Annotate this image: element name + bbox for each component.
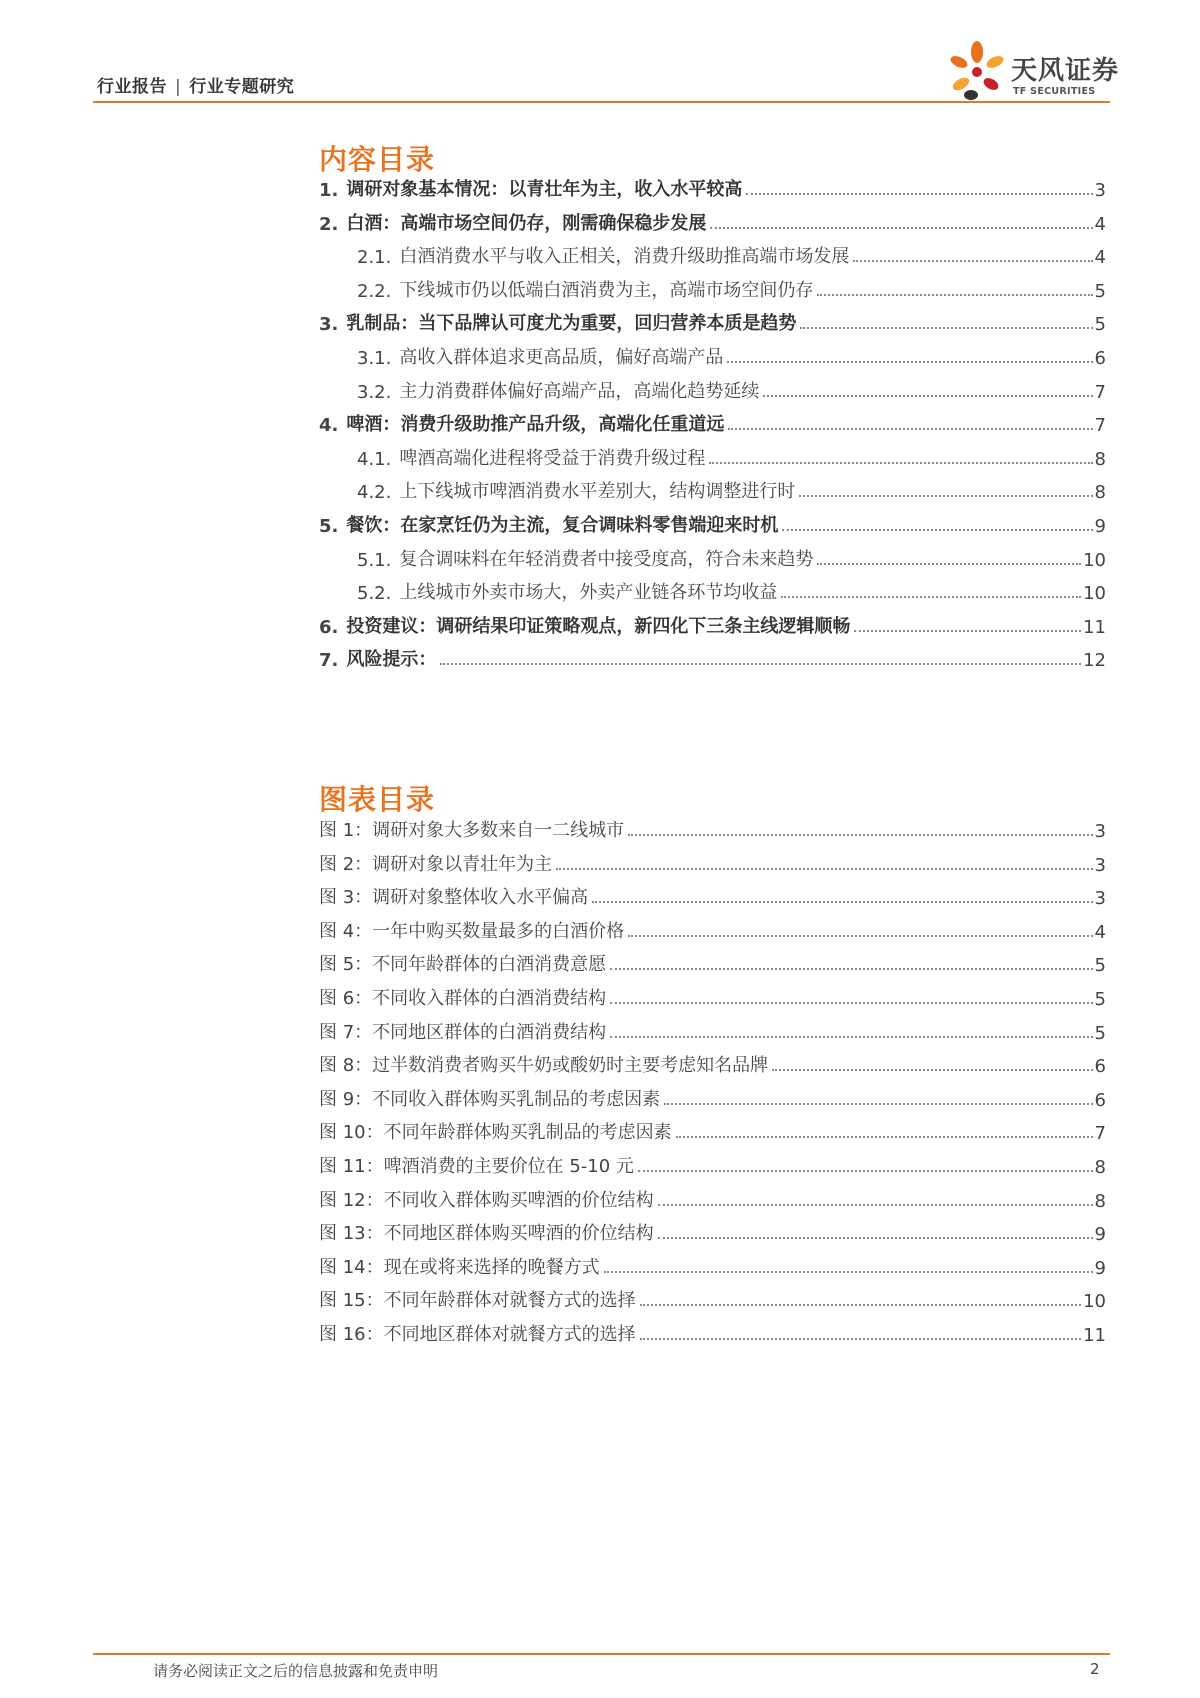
- toc-item-number: 5.: [319, 516, 339, 537]
- toc-item-page: 8: [1094, 482, 1106, 504]
- dot-leader: [664, 1103, 1092, 1105]
- report-category: [97, 72, 294, 97]
- toc-item-page: 6: [1094, 1089, 1106, 1111]
- toc-item-page: 4: [1094, 213, 1106, 235]
- toc-item-label: 餐饮：在家烹饪仍为主流，复合调味料零售端迎来时机: [346, 515, 779, 536]
- dot-leader: [782, 529, 1092, 531]
- toc-subsection-item[interactable]: [357, 444, 1106, 470]
- toc-item-page: 4: [1094, 921, 1106, 943]
- toc-item-page: 8: [1094, 1157, 1106, 1178]
- toc-item-label: 上线城市外卖市场大，外卖产业链各环节均收益: [399, 582, 778, 604]
- dot-leader: [800, 327, 1092, 329]
- toc-item-page: 4: [1094, 247, 1106, 269]
- toc-item-label: 上下线城市啤酒消费水平差别大，结构调整进行时: [399, 481, 796, 503]
- toc-item-number: 5.1.: [357, 549, 392, 571]
- dot-leader: [772, 1069, 1092, 1071]
- toc-section-item[interactable]: [319, 612, 1106, 638]
- toc-item-page: 10: [1083, 583, 1106, 605]
- figures-title: 图表目录: [319, 783, 436, 816]
- figure-list-item[interactable]: [319, 1152, 1106, 1178]
- toc-item-number: 4.: [319, 415, 339, 437]
- figure-list-item[interactable]: [319, 1286, 1106, 1312]
- toc-item-page: 5: [1094, 989, 1106, 1010]
- logo-english-name: TF SECURITIES: [1013, 86, 1096, 97]
- toc-section-item[interactable]: [319, 309, 1106, 335]
- toc-item-page: 6: [1094, 1056, 1106, 1078]
- toc-item-page: 3: [1094, 888, 1106, 910]
- toc-item-page: 10: [1083, 549, 1106, 571]
- toc-subsection-item[interactable]: [357, 242, 1106, 268]
- toc-item-number: 1.: [319, 180, 339, 201]
- toc-item-page: 6: [1094, 348, 1106, 369]
- toc-item-number: 2.1.: [357, 247, 392, 269]
- toc-item-page: 7: [1094, 381, 1106, 403]
- header-separator: |: [175, 77, 182, 97]
- logo-chinese-name: 天风证券: [1011, 56, 1120, 86]
- company-logo: [945, 40, 1120, 104]
- figure-list-item[interactable]: [319, 883, 1106, 909]
- toc-item-page: 8: [1094, 1190, 1106, 1212]
- toc-subsection-item[interactable]: [357, 477, 1106, 503]
- toc-item-label: 调研对象基本情况：以青壮年为主，收入水平较高: [346, 179, 743, 200]
- toc-item-label: 白酒：高端市场空间仍存，刚需确保稳步发展: [346, 212, 707, 234]
- toc-item-label: 图 8：过半数消费者购买牛奶或酸奶时主要考虑知名品牌: [319, 1055, 769, 1077]
- toc-item-label: 下线城市仍以低端白酒消费为主，高端市场空间仍存: [399, 279, 814, 301]
- toc-item-page: 3: [1094, 821, 1106, 842]
- toc-subsection-item[interactable]: [357, 545, 1106, 571]
- toc-item-label: 主力消费群体偏好高端产品，高端化趋势延续: [399, 380, 760, 402]
- dot-leader: [817, 294, 1092, 296]
- flower-logo-icon: [945, 40, 1009, 104]
- toc-item-page: 7: [1094, 415, 1106, 437]
- dot-leader: [817, 563, 1081, 565]
- toc-subsection-item[interactable]: [357, 578, 1106, 604]
- toc-item-page: 3: [1094, 854, 1106, 876]
- figure-list-item[interactable]: [319, 950, 1106, 976]
- toc-item-label: 高收入群体追求更高品质，偏好高端产品: [399, 347, 724, 368]
- toc-item-page: 5: [1094, 955, 1106, 977]
- toc-item-number: 7.: [319, 650, 339, 672]
- toc-item-label: 复合调味料在年轻消费者中接受度高，符合未来趋势: [399, 548, 814, 570]
- toc-item-number: 5.2.: [357, 583, 392, 605]
- dot-leader: [440, 663, 1081, 665]
- toc-section-item[interactable]: [319, 410, 1106, 436]
- dot-leader: [628, 935, 1092, 937]
- toc-item-page: 5: [1094, 314, 1106, 336]
- toc-item-page: 5: [1094, 280, 1106, 302]
- dot-leader: [710, 227, 1092, 229]
- toc-item-label: 图 1：调研对象大多数来自一二线城市: [319, 820, 625, 841]
- report-subtype: 行业专题研究: [189, 77, 295, 97]
- toc-item-label: 啤酒高端化进程将受益于消费升级过程: [399, 447, 706, 469]
- toc-item-label: 图 12：不同收入群体购买啤酒的价位结构: [319, 1189, 654, 1211]
- header-divider: [93, 101, 1110, 103]
- dot-leader: [610, 968, 1092, 970]
- toc-item-number: 3.: [319, 314, 339, 336]
- dot-leader: [592, 901, 1092, 903]
- toc-subsection-item[interactable]: [357, 276, 1106, 302]
- dot-leader: [658, 1237, 1093, 1239]
- toc-item-number: 2.: [319, 213, 339, 235]
- toc-item-label: 图 5：不同年龄群体的白酒消费意愿: [319, 954, 607, 976]
- toc-item-label: 乳制品：当下品牌认可度尤为重要，回归营养本质是趋势: [346, 313, 797, 335]
- toc-item-label: 图 15：不同年龄群体对就餐方式的选择: [319, 1290, 636, 1312]
- figure-list-item[interactable]: [319, 1320, 1106, 1346]
- toc-item-number: 3.1.: [357, 348, 392, 369]
- page-number: 2: [1090, 1660, 1100, 1678]
- toc-item-label: 图 6：不同收入群体的白酒消费结构: [319, 988, 607, 1009]
- dot-leader: [728, 428, 1092, 430]
- dot-leader: [763, 395, 1092, 397]
- toc-item-page: 7: [1094, 1123, 1106, 1145]
- toc-item-label: 白酒消费水平与收入正相关，消费升级助推高端市场发展: [399, 246, 850, 268]
- toc-item-number: 2.2.: [357, 280, 392, 302]
- toc-item-number: 4.1.: [357, 448, 392, 470]
- figure-list-item[interactable]: [319, 1118, 1106, 1144]
- figure-list-item[interactable]: [319, 917, 1106, 943]
- toc-item-page: 8: [1094, 448, 1106, 470]
- toc-section-item[interactable]: [319, 645, 1106, 671]
- dot-leader: [709, 462, 1092, 464]
- toc-item-label: 图 10：不同年龄群体购买乳制品的考虑因素: [319, 1122, 672, 1144]
- toc-item-label: 图 13：不同地区群体购买啤酒的价位结构: [319, 1223, 654, 1245]
- toc-item-label: 图 16：不同地区群体对就餐方式的选择: [319, 1324, 636, 1345]
- dot-leader: [727, 361, 1092, 363]
- toc-item-page: 11: [1083, 1325, 1106, 1346]
- disclaimer-text: 请务必阅读正文之后的信息披露和免责申明: [153, 1662, 439, 1680]
- toc-section-item[interactable]: [319, 511, 1106, 537]
- dot-leader: [746, 193, 1092, 195]
- dot-leader: [854, 630, 1081, 632]
- toc-item-number: 6.: [319, 616, 339, 638]
- toc-item-label: 图 11：啤酒消费的主要价位在 5-10 元: [319, 1156, 634, 1177]
- figure-list-item[interactable]: [319, 1085, 1106, 1111]
- dot-leader: [610, 1036, 1092, 1038]
- toc-item-label: 图 14：现在或将来选择的晚餐方式: [319, 1256, 600, 1278]
- toc-section-item[interactable]: [319, 175, 1106, 201]
- toc-item-label: 图 9：不同收入群体购买乳制品的考虑因素: [319, 1088, 661, 1110]
- figure-list-item[interactable]: [319, 1219, 1106, 1245]
- dot-leader: [638, 1170, 1093, 1172]
- dot-leader: [853, 260, 1092, 262]
- dot-leader: [610, 1002, 1092, 1004]
- toc-item-label: 图 7：不同地区群体的白酒消费结构: [319, 1021, 607, 1043]
- toc-item-page: 3: [1094, 180, 1106, 201]
- toc-subsection-item[interactable]: [357, 377, 1106, 403]
- toc-item-page: 11: [1083, 616, 1106, 638]
- figure-list-item[interactable]: [319, 850, 1106, 876]
- figure-list-item[interactable]: [319, 1253, 1106, 1279]
- dot-leader: [556, 868, 1092, 870]
- toc-item-label: 啤酒：消费升级助推产品升级，高端化任重道远: [346, 414, 725, 436]
- toc-item-label: 图 4：一年中购买数量最多的白酒价格: [319, 920, 625, 942]
- figure-list-item[interactable]: [319, 1186, 1106, 1212]
- toc-section-item[interactable]: [319, 209, 1106, 235]
- dot-leader: [640, 1304, 1081, 1306]
- figure-list-item[interactable]: [319, 984, 1106, 1010]
- dot-leader: [781, 596, 1081, 598]
- toc-item-label: 图 2：调研对象以青壮年为主: [319, 853, 553, 875]
- figure-list-item[interactable]: [319, 816, 1106, 842]
- toc-item-page: 10: [1083, 1291, 1106, 1313]
- toc-item-page: 9: [1094, 516, 1106, 537]
- toc-item-number: 4.2.: [357, 482, 392, 504]
- dot-leader: [640, 1338, 1081, 1340]
- dot-leader: [628, 834, 1092, 836]
- toc-item-page: 12: [1083, 650, 1106, 672]
- toc-subsection-item[interactable]: [357, 343, 1106, 369]
- toc-item-page: 9: [1094, 1257, 1106, 1279]
- toc-item-label: 风险提示：: [346, 649, 437, 671]
- report-type: 行业报告: [97, 77, 167, 97]
- figure-list-item[interactable]: [319, 1051, 1106, 1077]
- contents-title: 内容目录: [319, 143, 436, 176]
- toc-item-label: 图 3：调研对象整体收入水平偏高: [319, 887, 589, 909]
- dot-leader: [658, 1204, 1093, 1206]
- footer-divider: [93, 1653, 1110, 1655]
- dot-leader: [676, 1136, 1093, 1138]
- toc-item-page: 9: [1094, 1224, 1106, 1246]
- figure-list-item[interactable]: [319, 1018, 1106, 1044]
- toc-item-page: 5: [1094, 1022, 1106, 1044]
- toc-item-number: 3.2.: [357, 381, 392, 403]
- dot-leader: [604, 1271, 1093, 1273]
- toc-item-label: 投资建议：调研结果印证策略观点，新四化下三条主线逻辑顺畅: [346, 615, 851, 637]
- dot-leader: [799, 495, 1092, 497]
